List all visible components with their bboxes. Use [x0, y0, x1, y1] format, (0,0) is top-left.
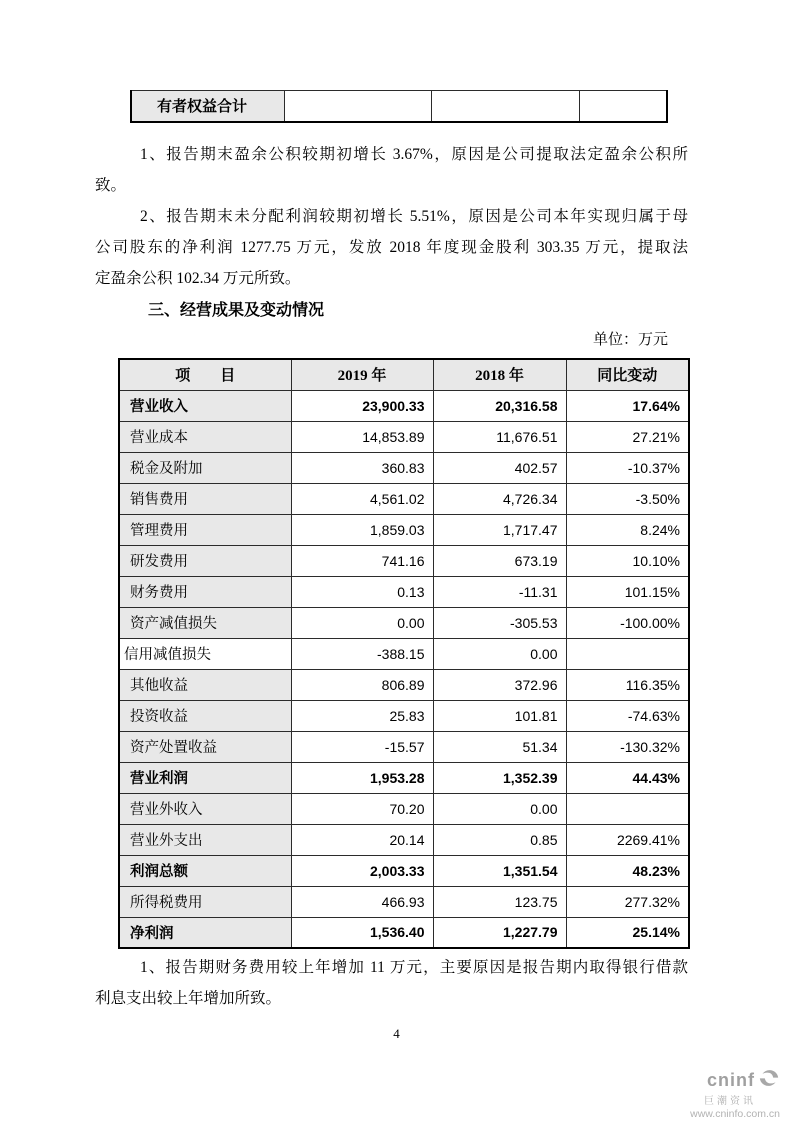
row-value-cell: -74.63% [566, 700, 689, 731]
row-label-cell: 资产处置收益 [119, 731, 291, 762]
table-row [119, 762, 689, 793]
logo-chinese-name: 巨潮资讯 [704, 1096, 756, 1107]
row-value-cell: 0.00 [433, 793, 566, 824]
row-value-cell: 4,726.34 [433, 483, 566, 514]
operating-results-table [118, 358, 690, 949]
page-number: 4 [393, 1026, 400, 1041]
table-row [119, 824, 689, 855]
table-row [131, 91, 667, 122]
row-value-cell: 402.57 [433, 452, 566, 483]
table-row [119, 545, 689, 576]
results-table-body [119, 390, 689, 948]
paragraph-line: 致。 [95, 177, 127, 194]
row-value-cell: 372.96 [433, 669, 566, 700]
row-value-cell: 1,717.47 [433, 514, 566, 545]
section-heading: 三、经营成果及变动情况 [148, 302, 325, 319]
paragraph-line: 2、报告期末未分配利润较期初增长 5.51%，原因是公司本年实现归属于母 [140, 208, 688, 225]
row-value-cell: 25.83 [291, 700, 433, 731]
table-row [119, 669, 689, 700]
row-value-cell: 70.20 [291, 793, 433, 824]
table-row [119, 917, 689, 948]
row-value-cell: -305.53 [433, 607, 566, 638]
table-row [119, 483, 689, 514]
table-row [119, 607, 689, 638]
table-row [119, 793, 689, 824]
row-value-cell: 4,561.02 [291, 483, 433, 514]
row-value-cell [431, 91, 579, 122]
row-value-cell: 48.23% [566, 855, 689, 886]
row-label-cell: 净利润 [119, 917, 291, 948]
note-line: 利息支出较上年增加所致。 [95, 990, 282, 1007]
row-value-cell: 8.24% [566, 514, 689, 545]
row-label-cell: 营业外支出 [119, 824, 291, 855]
row-value-cell [579, 91, 667, 122]
table-row [119, 514, 689, 545]
row-label-cell: 资产减值损失 [119, 607, 291, 638]
row-label-cell: 营业成本 [119, 421, 291, 452]
column-header-2018: 2018 年 [433, 359, 566, 390]
cninfo-logo [690, 1068, 780, 1120]
row-value-cell: 741.16 [291, 545, 433, 576]
row-value-cell: 27.21% [566, 421, 689, 452]
row-label-cell: 财务费用 [119, 576, 291, 607]
row-label-cell: 营业收入 [119, 390, 291, 421]
row-value-cell: 806.89 [291, 669, 433, 700]
row-label-cell: 有者权益合计 [131, 91, 284, 122]
row-value-cell: -100.00% [566, 607, 689, 638]
row-value-cell: 116.35% [566, 669, 689, 700]
row-label-cell: 所得税费用 [119, 886, 291, 917]
row-label-cell: 投资收益 [119, 700, 291, 731]
row-value-cell: 0.85 [433, 824, 566, 855]
row-label-cell: 研发费用 [119, 545, 291, 576]
logo-url-text: www.cninfo.com.cn [690, 1108, 780, 1120]
row-value-cell: 1,953.28 [291, 762, 433, 793]
table-row [119, 421, 689, 452]
row-label-cell: 其他收益 [119, 669, 291, 700]
row-value-cell: 2,003.33 [291, 855, 433, 886]
paragraph-line: 公司股东的净利润 1277.75 万元，发放 2018 年度现金股利 303.35 万元，提取法 [95, 239, 688, 256]
table-row [119, 855, 689, 886]
row-value-cell: -10.37% [566, 452, 689, 483]
row-value-cell: 1,352.39 [433, 762, 566, 793]
paragraph-line: 1、报告期末盈余公积较期初增长 3.67%，原因是公司提取法定盈余公积所 [140, 146, 688, 163]
row-value-cell: 1,227.79 [433, 917, 566, 948]
equity-table-fragment [130, 90, 668, 123]
row-label-cell: 营业利润 [119, 762, 291, 793]
swirl-icon [758, 1068, 780, 1093]
column-header-item: 项 目 [119, 359, 291, 390]
row-label-cell: 销售费用 [119, 483, 291, 514]
row-value-cell: 20.14 [291, 824, 433, 855]
row-value-cell: 17.64% [566, 390, 689, 421]
row-label-cell: 税金及附加 [119, 452, 291, 483]
row-value-cell: -11.31 [433, 576, 566, 607]
table-row [119, 886, 689, 917]
row-value-cell: 101.15% [566, 576, 689, 607]
row-value-cell: 51.34 [433, 731, 566, 762]
row-value-cell: 123.75 [433, 886, 566, 917]
row-value-cell: -388.15 [291, 638, 433, 669]
table-row [119, 452, 689, 483]
row-value-cell: 101.81 [433, 700, 566, 731]
table-row [119, 731, 689, 762]
row-label-cell: 利润总额 [119, 855, 291, 886]
table-row [119, 700, 689, 731]
row-value-cell [566, 638, 689, 669]
row-value-cell: -130.32% [566, 731, 689, 762]
row-label-cell: 信用减值损失 [119, 638, 291, 669]
column-header-change: 同比变动 [566, 359, 689, 390]
row-value-cell: 44.43% [566, 762, 689, 793]
row-value-cell [284, 91, 431, 122]
row-value-cell: 277.32% [566, 886, 689, 917]
row-value-cell: 673.19 [433, 545, 566, 576]
row-value-cell: 466.93 [291, 886, 433, 917]
row-value-cell: 10.10% [566, 545, 689, 576]
row-value-cell: 1,859.03 [291, 514, 433, 545]
row-value-cell: 23,900.33 [291, 390, 433, 421]
row-value-cell: -15.57 [291, 731, 433, 762]
logo-brand-text: cninf [707, 1070, 755, 1090]
table-row [119, 576, 689, 607]
row-value-cell [566, 793, 689, 824]
column-header-2019: 2019 年 [291, 359, 433, 390]
table-header-row [119, 359, 689, 390]
row-label-cell: 管理费用 [119, 514, 291, 545]
row-value-cell: 14,853.89 [291, 421, 433, 452]
unit-label: 单位：万元 [592, 332, 668, 348]
row-value-cell: 1,351.54 [433, 855, 566, 886]
row-value-cell: 2269.41% [566, 824, 689, 855]
table-row [119, 390, 689, 421]
paragraph-line: 定盈余公积 102.34 万元所致。 [95, 270, 301, 287]
row-value-cell: 0.00 [291, 607, 433, 638]
row-value-cell: 25.14% [566, 917, 689, 948]
row-value-cell: 0.13 [291, 576, 433, 607]
row-value-cell: 11,676.51 [433, 421, 566, 452]
note-line: 1、报告期财务费用较上年增加 11 万元，主要原因是报告期内取得银行借款 [140, 959, 688, 976]
row-value-cell: 0.00 [433, 638, 566, 669]
row-label-cell: 营业外收入 [119, 793, 291, 824]
row-value-cell: 20,316.58 [433, 390, 566, 421]
row-value-cell: 1,536.40 [291, 917, 433, 948]
row-value-cell: 360.83 [291, 452, 433, 483]
table-row [119, 638, 689, 669]
row-value-cell: -3.50% [566, 483, 689, 514]
